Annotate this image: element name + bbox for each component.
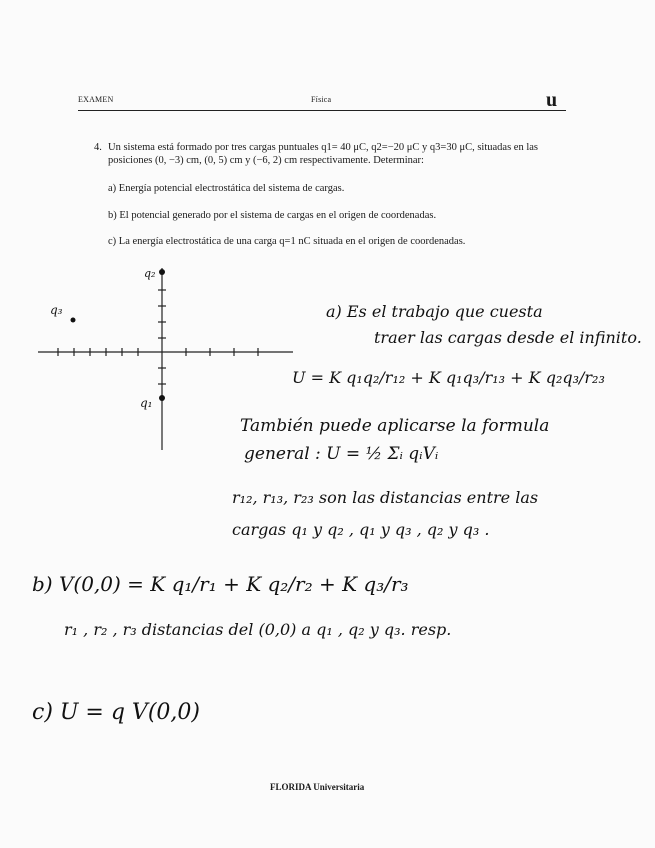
question-number: 4.: [94, 142, 102, 153]
answer-a-line5: r₁₂, r₁₃, r₂₃ son las distancias entre las: [232, 488, 539, 507]
university-logo: u: [546, 89, 558, 111]
question-statement: Un sistema está formado por tres cargas puntuales q1= 40 μC, q2=−20 μC y q3=30 μC, situadas en las posiciones (0, −3) cm, (0, 5) cm y (−6, 2) cm respectivamente. Determinar:: [108, 142, 538, 166]
charge-q1-point: [159, 395, 165, 401]
answer-a-line6: cargas q₁ y q₂ , q₁ y q₃ , q₂ y q₃ .: [232, 520, 490, 539]
answer-b-formula: b) V(0,0) = K q₁/r₁ + K q₂/r₂ + K q₃/r₃: [32, 572, 409, 596]
answer-a-line4: general : U = ½ Σᵢ qᵢVᵢ: [244, 444, 439, 464]
header-exam-label: EXAMEN: [78, 95, 114, 104]
answer-b-line2: r₁ , r₂ , r₃ distancias del (0,0) a q₁ , q₂ y q₃. resp.: [64, 620, 452, 639]
label-q2: q₂: [144, 267, 156, 280]
question-part-a: a) Energía potencial electrostática del sistema de cargas.: [108, 183, 345, 194]
answer-a-line3: También puede aplicarse la formula: [240, 416, 550, 436]
charge-q3-point: [71, 318, 76, 323]
footer-institution: FLORIDA Universitaria: [270, 782, 365, 792]
label-q1: q₁: [140, 396, 153, 410]
answer-a-formula: U = K q₁q₂/r₁₂ + K q₁q₃/r₁₃ + K q₂q₃/r₂₃: [292, 368, 605, 387]
answer-c-formula: c) U = q V(0,0): [32, 700, 200, 725]
answer-a-line2: traer las cargas desde el infinito.: [374, 328, 642, 347]
answer-a-line1: a) Es el trabajo que cuesta: [326, 302, 543, 321]
question-part-c: c) La energía electrostática de una carga q=1 nC situada en el origen de coordenadas.: [108, 236, 466, 247]
question-part-b: b) El potencial generado por el sistema de cargas en el origen de coordenadas.: [108, 210, 437, 221]
label-q3: q₃: [50, 303, 63, 317]
charge-q2-point: [159, 269, 165, 275]
header-subject: Física: [311, 95, 332, 104]
